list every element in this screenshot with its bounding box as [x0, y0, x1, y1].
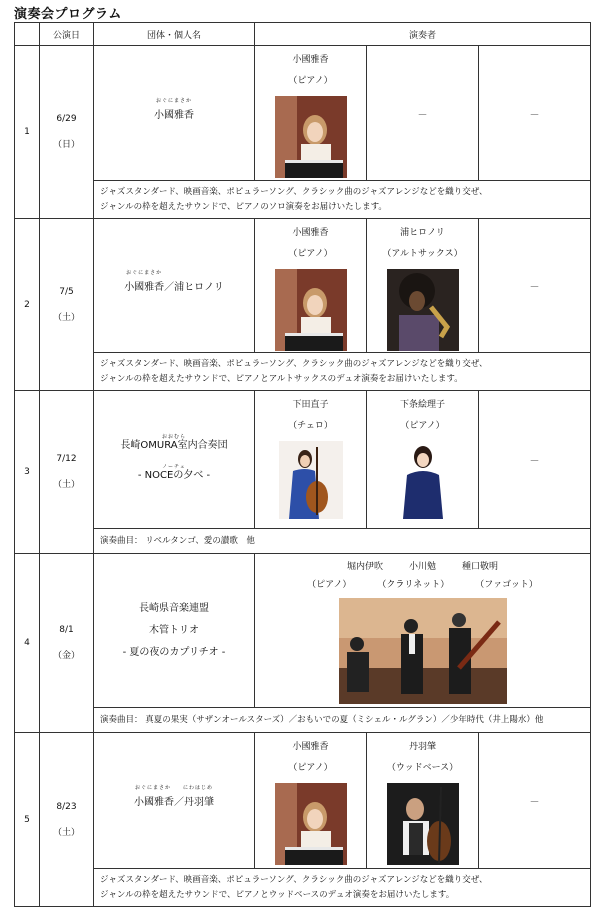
performer-photo-cello: [279, 441, 343, 519]
table-row: [15, 554, 591, 708]
header-date: 公演日: [40, 23, 94, 46]
description-row: [15, 708, 591, 733]
performer-photo-piano: [275, 783, 347, 865]
performer-photo-sax: [387, 269, 459, 351]
performer-empty: －: [479, 391, 591, 529]
header-performers: 演奏者: [255, 23, 591, 46]
performer-cell: 小國雅香 （ピアノ）: [255, 46, 367, 181]
trio-photo: [339, 598, 507, 704]
performer-photo-piano: [275, 96, 347, 178]
group-name: おおむら 長崎OMURA室内合奏団 ノーチェ - NOCEの夕べ -: [94, 391, 255, 529]
group-name: おぐにまさか にわはじめ 小國雅香／丹羽肇: [94, 733, 255, 869]
description-row: [15, 529, 591, 554]
performer-cell: 下田直子 （チェロ）: [255, 391, 367, 529]
header-row: [15, 23, 591, 46]
performer-empty: －: [367, 46, 479, 181]
performance-date: 7/12 （土）: [40, 391, 94, 554]
row-number: 2: [15, 219, 40, 391]
performer-cell: 小國雅香 （ピアノ）: [255, 733, 367, 869]
page-title: 演奏会プログラム: [14, 7, 122, 22]
table-row: [15, 733, 591, 869]
group-name: おぐにまさか 小國雅香: [94, 46, 255, 181]
description: 演奏曲目： 真夏の果実（サザンオールスターズ）／おもいでの夏（ミシェル・ルグラン）／少年時代（井上陽水）他: [94, 708, 591, 733]
performer-photo-piano2: [391, 441, 455, 519]
program-table: [14, 22, 591, 907]
performer-cell: 小國雅香 （ピアノ）: [255, 219, 367, 353]
performer-photo-piano: [275, 269, 347, 351]
performer-photo-bass: [387, 783, 459, 865]
performer-cell: 下条絵理子 （ピアノ）: [367, 391, 479, 529]
description: ジャズスタンダード、映画音楽、ポピュラーソング、クラシック曲のジャズアレンジなどを織り交ぜ、 ジャンルの枠を超えたサウンドで、ピアノとアルトサックスのデュオ演奏をお届けいたします。: [94, 353, 591, 391]
row-number: 3: [15, 391, 40, 554]
performer-cell-trio: 堀内伊吹 小川勉 種口敬明 （ピアノ） （クラリネット） （ファゴット）: [255, 554, 591, 708]
description-row: [15, 181, 591, 219]
description-row: [15, 869, 591, 907]
description: 演奏曲目： リベルタンゴ、愛の讃歌 他: [94, 529, 591, 554]
header-group: 団体・個人名: [94, 23, 255, 46]
performer-empty: －: [479, 46, 591, 181]
performer-cell: 丹羽肇 （ウッドベース）: [367, 733, 479, 869]
description: ジャズスタンダード、映画音楽、ポピュラーソング、クラシック曲のジャズアレンジなどを織り交ぜ、 ジャンルの枠を超えたサウンドで、ピアノのソロ演奏をお届けいたします。: [94, 181, 591, 219]
performer-cell: 浦ヒロノリ （アルトサックス）: [367, 219, 479, 353]
table-row: [15, 46, 591, 181]
performance-date: 6/29 （日）: [40, 46, 94, 219]
header-no: [15, 23, 40, 46]
performance-date: 8/23 （土）: [40, 733, 94, 907]
row-number: 1: [15, 46, 40, 219]
table-row: [15, 391, 591, 529]
group-name: 長崎県音楽連盟 木管トリオ - 夏の夜のカプリチオ -: [94, 554, 255, 708]
row-number: 4: [15, 554, 40, 733]
group-name: おぐにまさか 小國雅香／浦ヒロノリ: [94, 219, 255, 353]
description: ジャズスタンダード、映画音楽、ポピュラーソング、クラシック曲のジャズアレンジなどを織り交ぜ、 ジャンルの枠を超えたサウンドで、ピアノとウッドベースのデュオ演奏をお届けいたします。: [94, 869, 591, 907]
description-row: [15, 353, 591, 391]
performance-date: 7/5 （土）: [40, 219, 94, 391]
performer-empty: －: [479, 733, 591, 869]
table-row: [15, 219, 591, 353]
performer-empty: －: [479, 219, 591, 353]
performance-date: 8/1 （金）: [40, 554, 94, 733]
row-number: 5: [15, 733, 40, 907]
